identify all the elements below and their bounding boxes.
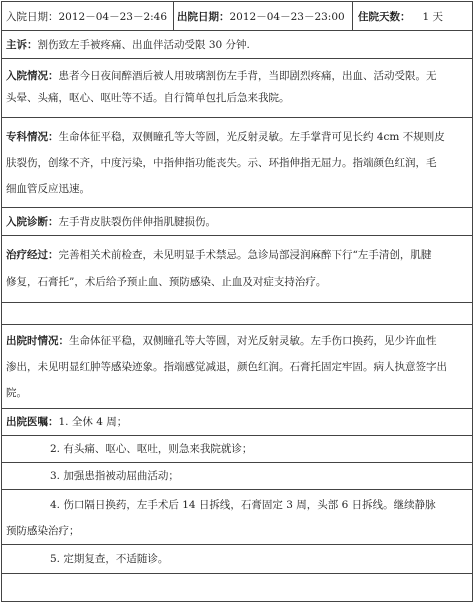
special-exam-line2: 肤裂伤，创缘不齐，中度污染，中指伸指功能丧失。示、环指伸指无屈力。指端颜色红润，毛 <box>6 157 437 169</box>
complaint-text: 割伤致左手被疼痛、出血伴活动受限 30 分钟. <box>37 39 250 51</box>
admission-row <box>2 59 472 118</box>
discharge-status-row <box>2 325 472 409</box>
admission-line1: 患者今日夜间醉酒后被人用玻璃割伤左手背，当即剧烈疼痛，出血、活动受限。无 <box>58 70 437 82</box>
blank-row <box>2 303 472 325</box>
order-item-4-line1: 4. 伤口隔日换药，左手术后 14 日拆线，石膏固定 3 周，头部 6 日拆线。继续静脉 <box>50 499 436 511</box>
order-item-5: 5. 定期复查，不适随诊。 <box>50 553 169 565</box>
header-divider-1 <box>173 2 174 30</box>
admission-line2: 头晕、头痛，呕心、呕吐等不适。自行简单包扎后急来我院。 <box>6 92 290 104</box>
stay-days-label: 住院天数： <box>358 11 411 23</box>
discharge-status-line2: 渗出，未见明显红肿等感染迹象。指端感觉减退，颜色红润。石膏托固定牢固。病人执意签字出 <box>6 361 447 373</box>
special-exam-line1: 生命体征平稳，双侧瞳孔等大等圆，光反射灵敏。左手掌背可见长约 4cm 不规则皮 <box>58 131 445 143</box>
special-exam-line3: 细血管反应迅速。 <box>6 183 90 195</box>
stay-days-value: 1 天 <box>422 11 444 23</box>
admit-date-label: 入院日期： <box>6 11 59 23</box>
order-item-3: 3. 加强患指被动屈曲活动； <box>50 470 179 482</box>
header-divider-2 <box>352 2 353 30</box>
admit-date <box>6 4 167 30</box>
discharge-date-value: 2012－04－23－23:00 <box>229 11 345 23</box>
order-item-4-line2: 预防感染治疗； <box>6 525 80 537</box>
orders-row-1 <box>2 409 472 436</box>
discharge-date-label: 出院日期： <box>177 11 230 23</box>
admission-label: 入院情况： <box>6 70 59 82</box>
orders-label: 出院医嘱： <box>6 416 59 428</box>
treatment-label: 治疗经过： <box>6 249 59 261</box>
order-item-2: 2. 有头痛、呕心、呕吐，则急来我院就诊； <box>50 443 253 455</box>
complaint-row <box>2 31 472 59</box>
discharge-record <box>1 1 473 602</box>
order-item-1: 1. 全休 4 周； <box>58 416 128 428</box>
discharge-status-label: 出院时情况： <box>6 335 69 347</box>
discharge-status-line3: 院。 <box>6 387 27 399</box>
admit-date-value: 2012－04－23－2:46 <box>58 11 168 23</box>
stay-days <box>358 4 443 30</box>
treatment-line1: 完善相关术前检查，未见明显手术禁忌。急诊局部浸润麻醉下行“左手清创，肌腱 <box>58 249 432 261</box>
discharge-date <box>177 4 345 30</box>
orders-row-6 <box>2 574 472 601</box>
special-exam-row <box>2 118 472 208</box>
orders-row-2 <box>2 436 472 463</box>
orders-row-4 <box>2 490 472 545</box>
orders-row-3 <box>2 463 472 490</box>
diagnosis-text: 左手背皮肤裂伤伴伸指肌腱损伤。 <box>58 216 216 228</box>
complaint-label: 主诉： <box>6 39 38 51</box>
treatment-line2: 修复，石膏托”，术后给予预止血、预防感染、止血及对症支持治疗。 <box>6 276 327 288</box>
header-row <box>2 2 472 31</box>
treatment-row <box>2 236 472 303</box>
diagnosis-label: 入院诊断： <box>6 216 59 228</box>
diagnosis-row <box>2 208 472 236</box>
discharge-status-line1: 生命体征平稳，双侧瞳孔等大等圆，对光反射灵敏。左手伤口换药，见少许血性 <box>69 335 437 347</box>
orders-row-5 <box>2 545 472 574</box>
special-exam-label: 专科情况： <box>6 131 59 143</box>
